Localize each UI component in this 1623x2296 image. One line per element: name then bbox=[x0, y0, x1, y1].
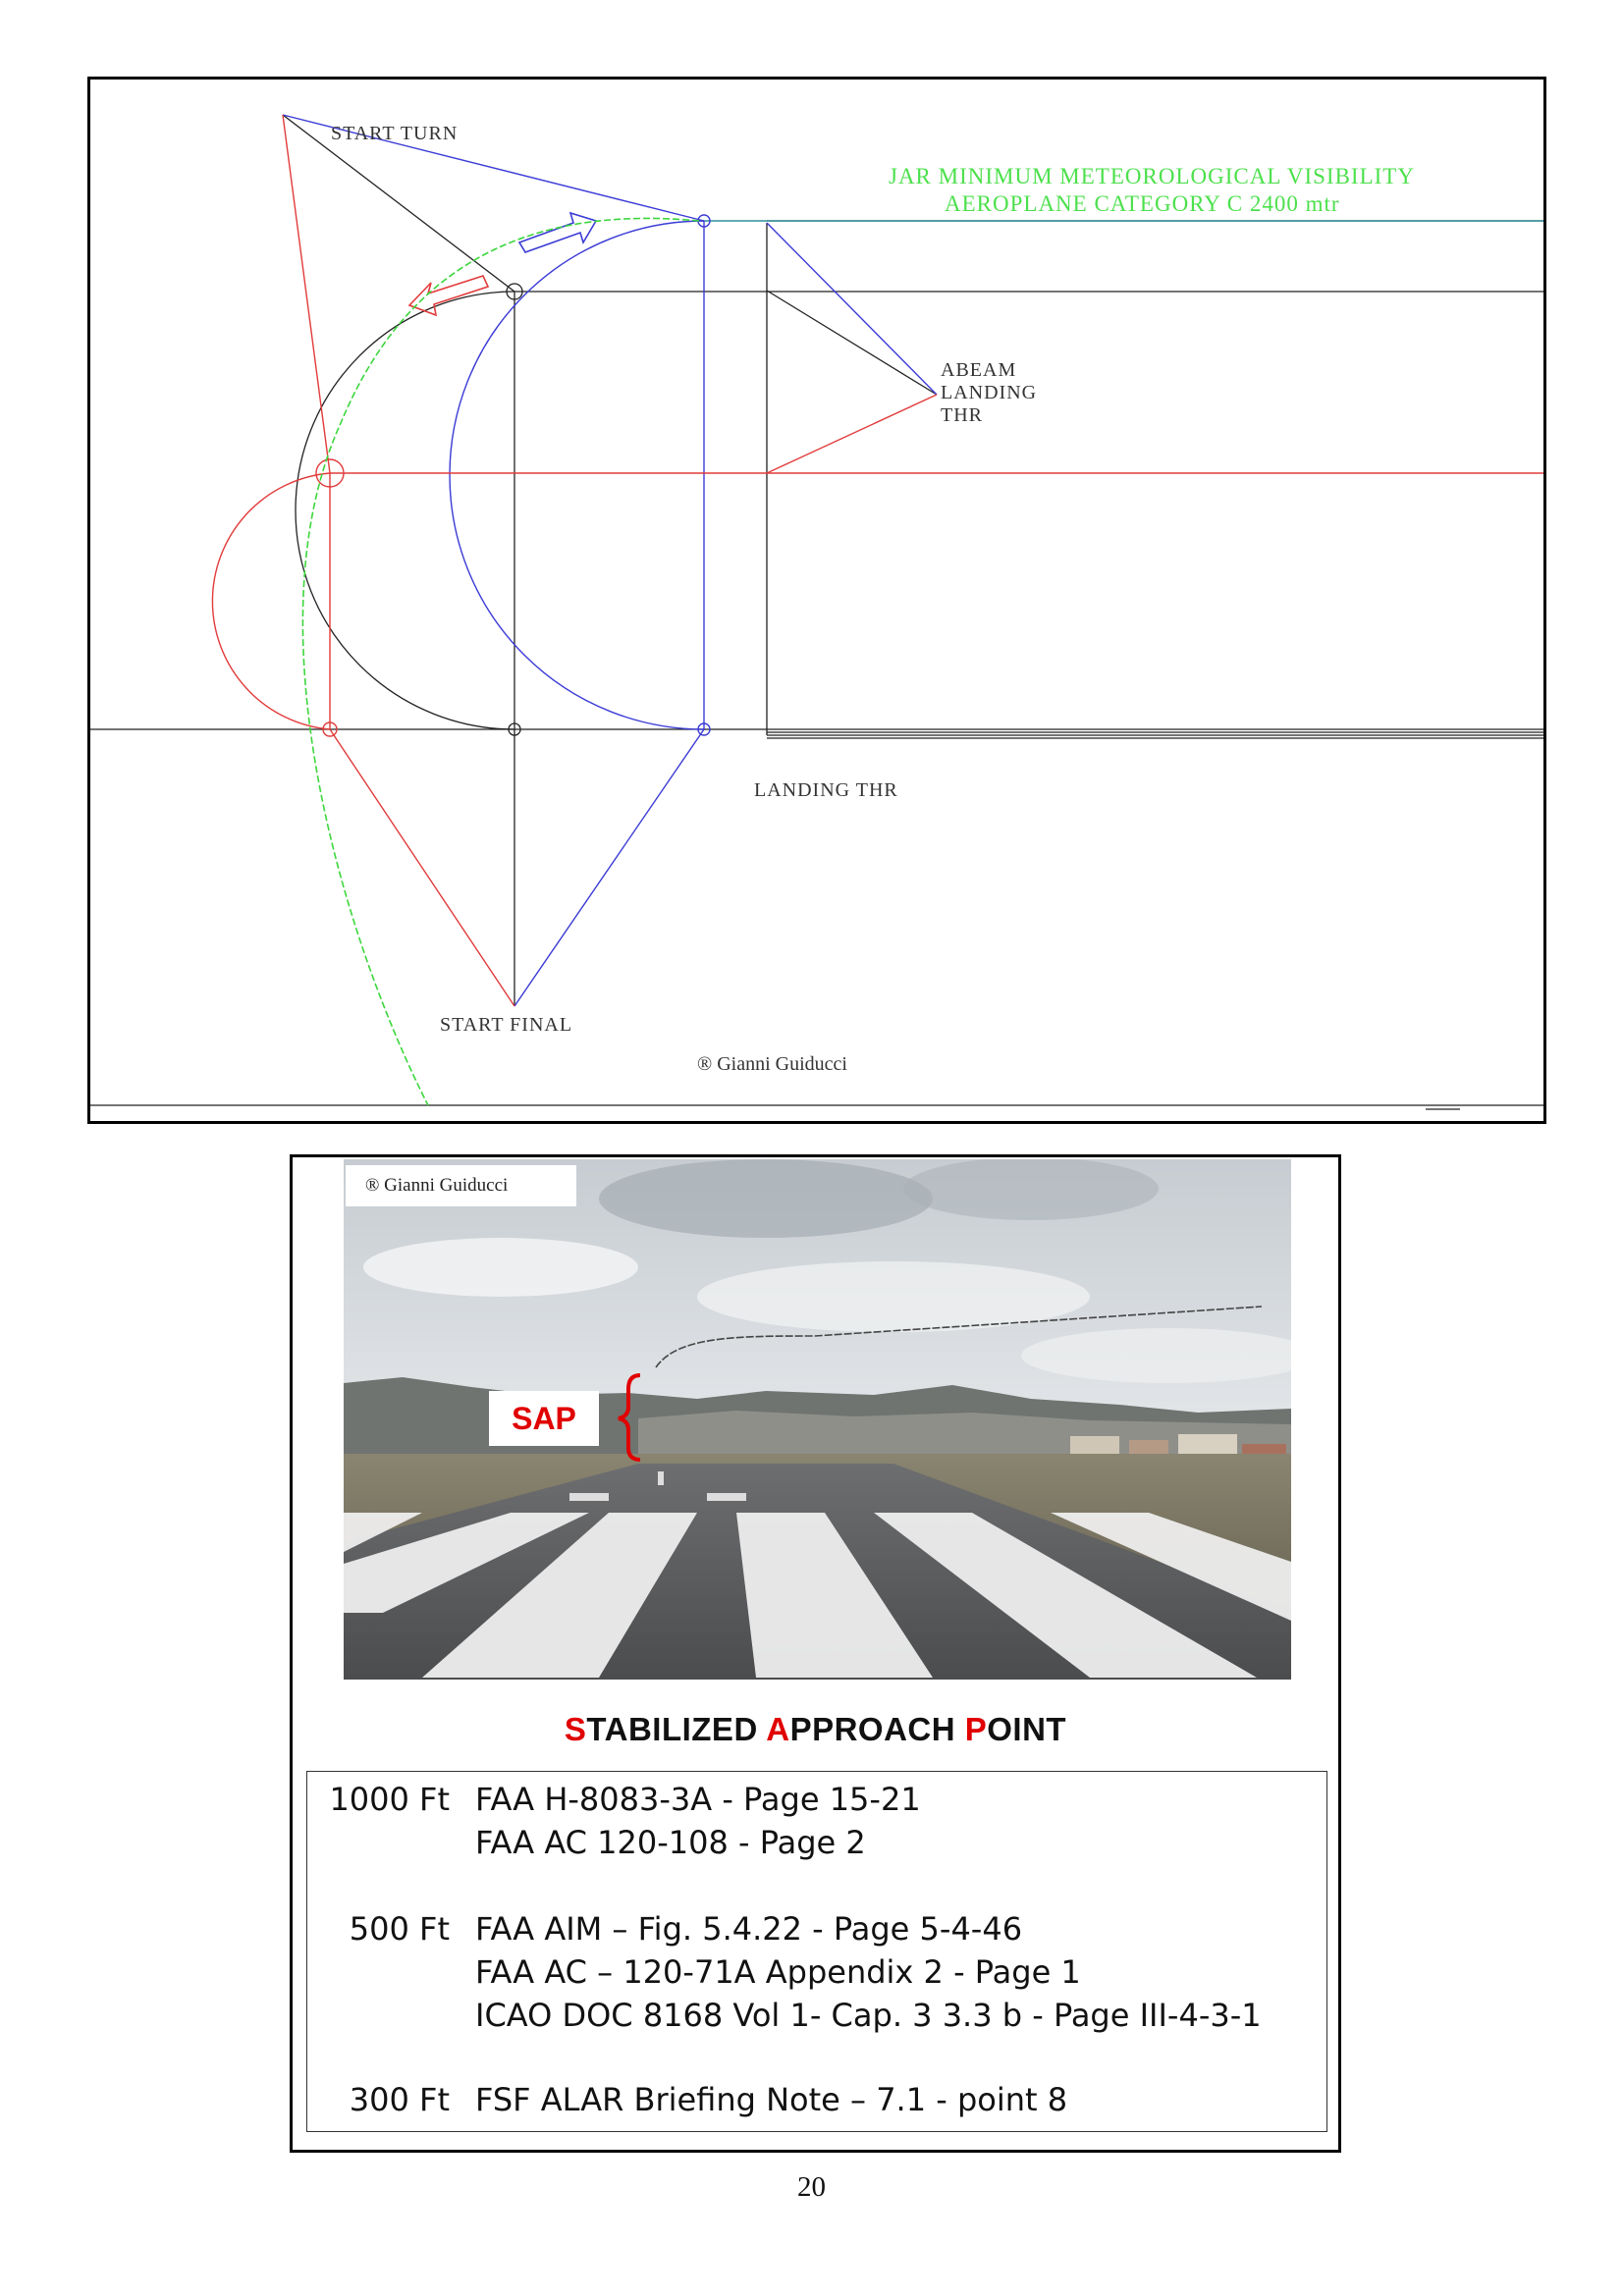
start-turn-label: START TURN bbox=[331, 123, 459, 144]
reference-item: FAA H-8083-3A - Page 15-21 bbox=[475, 1781, 921, 1818]
title-tabilized: TABILIZED bbox=[586, 1711, 767, 1747]
title-pproach: PPROACH bbox=[789, 1711, 965, 1747]
altitude-label: 1000 Ft bbox=[329, 1781, 450, 1818]
runway-photo-svg bbox=[344, 1159, 1291, 1680]
abeam-label-line1: ABEAM bbox=[941, 359, 1017, 381]
page-number: 20 bbox=[797, 2171, 826, 2203]
runway-lines bbox=[90, 115, 1543, 1109]
altitude-label: 500 Ft bbox=[349, 1910, 450, 1948]
approach-geometry-svg bbox=[90, 80, 1543, 1121]
landing-thr-label: LANDING THR bbox=[754, 779, 898, 801]
sap-panel bbox=[290, 1154, 1341, 2153]
flight-path-green bbox=[302, 218, 699, 1105]
diagram-credit: ® Gianni Guiducci bbox=[697, 1053, 847, 1075]
reference-item: FAA AC – 120-71A Appendix 2 - Page 1 bbox=[475, 1953, 1081, 1991]
sap-title bbox=[293, 1711, 1338, 1748]
reference-item: ICAO DOC 8168 Vol 1- Cap. 3 3.3 b - Page III-4-3-1 bbox=[475, 1997, 1262, 2034]
photo-credit: ® Gianni Guiducci bbox=[346, 1165, 576, 1206]
reference-item: FAA AC 120-108 - Page 2 bbox=[475, 1824, 866, 1861]
title-s: S bbox=[564, 1711, 587, 1747]
red-construction bbox=[212, 115, 1543, 1006]
title-oint: OINT bbox=[987, 1711, 1067, 1747]
start-final-label: START FINAL bbox=[440, 1014, 573, 1036]
direction-arrow-blue bbox=[519, 213, 596, 252]
references-table bbox=[306, 1771, 1327, 2132]
title-a: A bbox=[766, 1711, 790, 1747]
runway-photo bbox=[344, 1159, 1291, 1680]
title-p: P bbox=[964, 1711, 988, 1747]
reference-item: FSF ALAR Briefing Note – 7.1 - point 8 bbox=[475, 2081, 1068, 2118]
altitude-label: 300 Ft bbox=[349, 2081, 450, 2118]
jar-visibility-label-line2: AEROPLANE CATEGORY C 2400 mtr bbox=[945, 191, 1340, 216]
abeam-label-line3: THR bbox=[941, 404, 983, 426]
abeam-label-line2: LANDING bbox=[941, 382, 1038, 403]
approach-diagram bbox=[87, 77, 1546, 1124]
blue-construction bbox=[283, 115, 937, 1006]
reference-item: FAA AIM – Fig. 5.4.22 - Page 5-4-46 bbox=[475, 1910, 1023, 1948]
sap-label: SAP bbox=[489, 1391, 599, 1446]
jar-visibility-label-line1: JAR MINIMUM METEOROLOGICAL VISIBILITY bbox=[889, 164, 1415, 188]
